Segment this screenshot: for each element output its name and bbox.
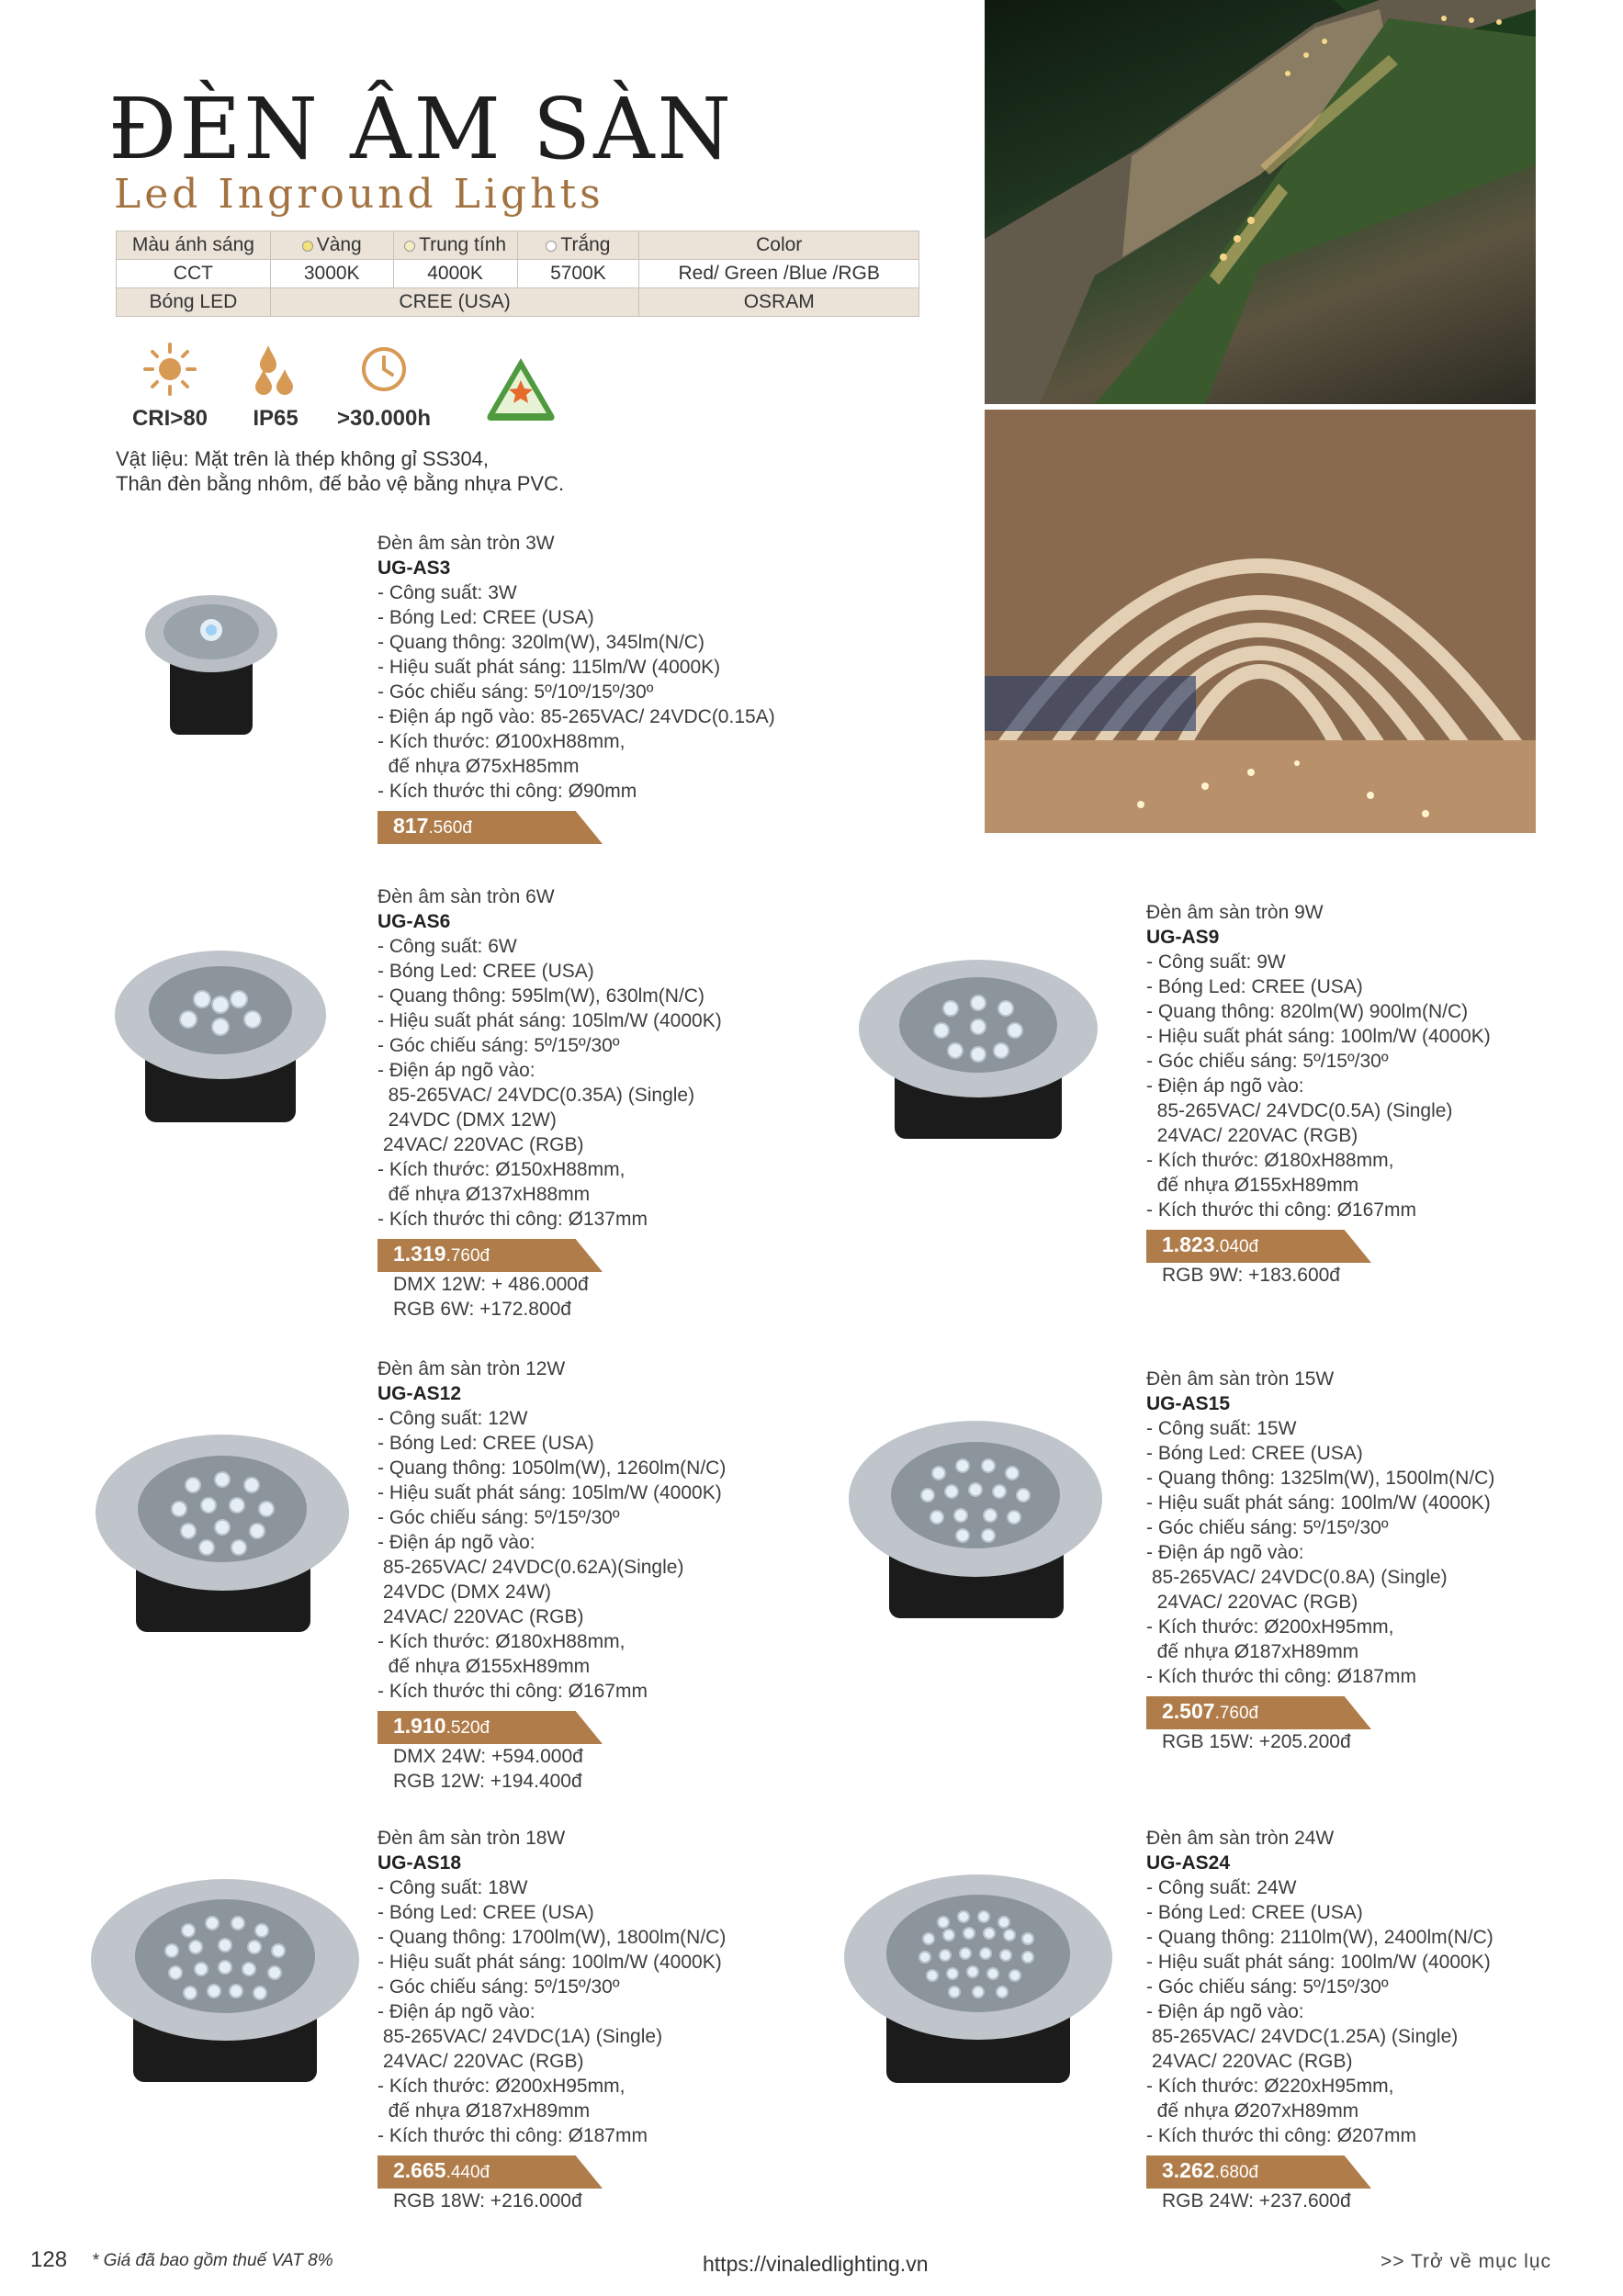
table-cell: Trung tính: [393, 231, 517, 260]
spec-line: 24VDC (DMX 12W): [378, 1109, 557, 1131]
spec-line: - Điện áp ngõ vào:: [1146, 1075, 1304, 1097]
product-ug-as24: [1146, 1826, 1493, 2213]
spec-line: - Kích thước thi công: Ø167mm: [1146, 1199, 1416, 1221]
table-row: [117, 260, 919, 288]
table-cell: Bóng LED: [117, 288, 271, 317]
product-name: Đèn âm sàn tròn 3W: [378, 533, 555, 554]
spec-line: - Quang thông: 595lm(W), 630lm(N/C): [378, 985, 704, 1007]
spec-line: - Công suất: 6W: [378, 936, 517, 957]
table-cell: OSRAM: [639, 288, 919, 317]
spec-line: - Điện áp ngõ vào:: [378, 2001, 535, 2022]
spec-line: 85-265VAC/ 24VDC(0.35A) (Single): [378, 1085, 695, 1106]
white-dot-icon: [546, 241, 557, 252]
price: 817.560đ: [393, 814, 472, 838]
spec-line: 24VAC/ 220VAC (RGB): [1146, 1125, 1358, 1146]
website-link[interactable]: https://vinaledlighting.vn: [703, 2252, 929, 2276]
page-title: ĐÈN ÂM SÀN: [108, 80, 735, 178]
lamp-image-ug-as9: [854, 955, 1102, 1148]
table-row: [117, 231, 919, 260]
back-to-contents-link[interactable]: >> Trở về mục lục: [1381, 2251, 1551, 2272]
spec-line: - Quang thông: 320lm(W), 345lm(N/C): [378, 632, 704, 653]
table-cell: Vàng: [270, 231, 393, 260]
neutral-dot-icon: [404, 241, 415, 252]
addon-price: RGB 9W: +183.600đ: [1162, 1265, 1340, 1286]
product-ug-as12: [378, 1356, 726, 1794]
product-ug-as6: [378, 884, 722, 1322]
feature-label: IP65: [253, 406, 299, 431]
spec-line: - Điện áp ngõ vào:: [378, 1532, 535, 1553]
spec-line: - Kích thước: Ø220xH95mm,: [1146, 2076, 1394, 2097]
price: 3.262.680đ: [1162, 2158, 1259, 2182]
spec-line: 85-265VAC/ 24VDC(0.8A) (Single): [1146, 1567, 1448, 1588]
spec-line: 24VAC/ 220VAC (RGB): [378, 1134, 584, 1155]
spec-line: - Công suất: 9W: [1146, 951, 1286, 973]
spec-line: - Hiệu suất phát sáng: 115lm/W (4000K): [378, 657, 721, 678]
spec-line: - Kích thước: Ø150xH88mm,: [378, 1159, 626, 1180]
product-code: UG-AS6: [378, 911, 451, 932]
page-number: 128: [30, 2247, 68, 2272]
table-cell: Color: [639, 231, 919, 260]
product-ug-as18: [378, 1826, 726, 2213]
addon-price: RGB 6W: +172.800đ: [393, 1299, 571, 1320]
spec-line: - Kích thước thi công: Ø187mm: [378, 2125, 648, 2146]
spec-line: - Kích thước thi công: Ø207mm: [1146, 2125, 1416, 2146]
vat-note: * Giá đã bao gồm thuế VAT 8%: [92, 2251, 333, 2270]
spec-line: - Kích thước thi công: Ø90mm: [378, 781, 637, 802]
addon-price: RGB 24W: +237.600đ: [1162, 2190, 1351, 2212]
light-spec-table: [116, 231, 919, 317]
product-ug-as9: [1146, 900, 1491, 1288]
spec-line: 24VAC/ 220VAC (RGB): [378, 2051, 584, 2072]
spec-line: 85-265VAC/ 24VDC(0.62A)(Single): [378, 1557, 684, 1578]
lamp-image-ug-as15: [845, 1414, 1107, 1626]
water-drops-icon: [248, 342, 303, 397]
outdoor-lighting-photo: [985, 0, 1536, 404]
spec-line: - Quang thông: 2110lm(W), 2400lm(N/C): [1146, 1927, 1493, 1948]
product-name: Đèn âm sàn tròn 15W: [1146, 1368, 1335, 1390]
spec-line: - Hiệu suất phát sáng: 100lm/W (4000K): [378, 1952, 722, 1973]
price: 2.507.760đ: [1162, 1699, 1259, 1723]
spec-line: 85-265VAC/ 24VDC(0.5A) (Single): [1146, 1100, 1453, 1121]
product-code: UG-AS24: [1146, 1852, 1231, 1874]
lamp-image-ug-as24: [840, 1869, 1116, 2089]
spec-line: đế nhựa Ø187xH89mm: [378, 2100, 591, 2122]
addon-price: RGB 12W: +194.400đ: [393, 1771, 582, 1792]
spec-line: - Bóng Led: CREE (USA): [378, 1433, 594, 1454]
spec-line: - Điện áp ngõ vào: 85-265VAC/ 24VDC(0.15A): [378, 706, 775, 727]
spec-line: - Hiệu suất phát sáng: 100lm/W (4000K): [1146, 1026, 1491, 1047]
spec-line: đế nhựa Ø137xH88mm: [378, 1184, 591, 1205]
product-code: UG-AS12: [378, 1383, 462, 1404]
spec-line: - Kích thước: Ø180xH88mm,: [378, 1631, 626, 1652]
spec-line: - Công suất: 18W: [378, 1877, 528, 1898]
spec-line: - Bóng Led: CREE (USA): [1146, 976, 1363, 997]
price: 1.910.520đ: [393, 1714, 490, 1738]
clock-icon: [356, 342, 411, 397]
spec-line: đế nhựa Ø155xH89mm: [1146, 1175, 1359, 1196]
price-tag: [1146, 1230, 1371, 1263]
table-row: [117, 288, 919, 317]
addon-price: DMX 12W: + 486.000đ: [393, 1274, 589, 1295]
table-cell: 5700K: [517, 260, 639, 288]
price-tag: [1146, 2155, 1371, 2189]
spec-line: - Hiệu suất phát sáng: 105lm/W (4000K): [378, 1010, 722, 1031]
spec-line: - Kích thước thi công: Ø187mm: [1146, 1666, 1416, 1687]
feature-label: CRI>80: [131, 406, 209, 431]
lamp-image-ug-as18: [87, 1874, 363, 2089]
price-tag: [378, 2155, 603, 2189]
feature-cri: [115, 342, 225, 432]
spec-line: - Bóng Led: CREE (USA): [378, 961, 594, 982]
spec-line: - Góc chiếu sáng: 5º/15º/30º: [378, 1507, 620, 1528]
spec-line: 24VAC/ 220VAC (RGB): [1146, 2051, 1353, 2072]
product-ug-as15: [1146, 1367, 1494, 1754]
spec-line: - Bóng Led: CREE (USA): [378, 607, 594, 628]
price-tag: [378, 1239, 603, 1272]
spec-line: - Bóng Led: CREE (USA): [378, 1902, 594, 1923]
price: 1.319.760đ: [393, 1242, 490, 1266]
spec-line: - Kích thước: Ø100xH88mm,: [378, 731, 626, 752]
spec-line: - Điện áp ngõ vào:: [378, 1060, 535, 1081]
spec-line: đế nhựa Ø155xH89mm: [378, 1656, 591, 1677]
price: 1.823.040đ: [1162, 1232, 1259, 1256]
spec-line: - Hiệu suất phát sáng: 105lm/W (4000K): [378, 1482, 722, 1503]
spec-line: 24VAC/ 220VAC (RGB): [378, 1606, 584, 1627]
spec-line: - Kích thước: Ø200xH95mm,: [1146, 1616, 1394, 1638]
price-tag: [378, 1711, 603, 1744]
spec-line: - Bóng Led: CREE (USA): [1146, 1902, 1363, 1923]
spec-line: - Góc chiếu sáng: 5º/15º/30º: [1146, 1517, 1389, 1538]
spec-line: - Công suất: 24W: [1146, 1877, 1297, 1898]
spec-line: - Hiệu suất phát sáng: 100lm/W (4000K): [1146, 1492, 1491, 1514]
product-code: UG-AS3: [378, 557, 451, 579]
product-code: UG-AS15: [1146, 1393, 1231, 1414]
spec-line: đế nhựa Ø187xH89mm: [1146, 1641, 1359, 1662]
product-ug-as3: [378, 531, 775, 844]
product-name: Đèn âm sàn tròn 6W: [378, 886, 555, 907]
spec-line: - Góc chiếu sáng: 5º/15º/30º: [378, 1035, 620, 1056]
lamp-image-ug-as6: [110, 946, 331, 1130]
eco-badge-icon: [484, 356, 558, 424]
product-code: UG-AS18: [378, 1852, 462, 1874]
addon-price: DMX 24W: +594.000đ: [393, 1746, 583, 1767]
spec-line: - Kích thước: Ø180xH88mm,: [1146, 1150, 1394, 1171]
spec-line: - Công suất: 3W: [378, 582, 517, 603]
addon-price: RGB 18W: +216.000đ: [393, 2190, 582, 2212]
product-name: Đèn âm sàn tròn 9W: [1146, 902, 1324, 923]
spec-line: - Điện áp ngõ vào:: [1146, 2001, 1304, 2022]
spec-line: - Điện áp ngõ vào:: [1146, 1542, 1304, 1563]
table-cell: Màu ánh sáng: [117, 231, 271, 260]
page-subtitle: Led Inground Lights: [114, 171, 604, 218]
table-cell: CCT: [117, 260, 271, 288]
spec-line: - Góc chiếu sáng: 5º/15º/30º: [1146, 1976, 1389, 1998]
table-cell: CREE (USA): [270, 288, 639, 317]
spec-line: - Bóng Led: CREE (USA): [1146, 1443, 1363, 1464]
table-cell: Red/ Green /Blue /RGB: [639, 260, 919, 288]
spec-line: - Công suất: 12W: [378, 1408, 528, 1429]
spec-line: - Kích thước thi công: Ø137mm: [378, 1209, 648, 1230]
spec-line: 24VAC/ 220VAC (RGB): [1146, 1592, 1358, 1613]
spec-line: - Hiệu suất phát sáng: 100lm/W (4000K): [1146, 1952, 1491, 1973]
product-name: Đèn âm sàn tròn 24W: [1146, 1828, 1335, 1849]
spec-line: - Công suất: 15W: [1146, 1418, 1297, 1439]
table-cell: Trắng: [517, 231, 639, 260]
spec-line: - Quang thông: 1325lm(W), 1500lm(N/C): [1146, 1468, 1495, 1489]
feature-ip: [220, 342, 331, 432]
sun-icon: [142, 342, 197, 397]
price: 2.665.440đ: [393, 2158, 490, 2182]
spec-line: - Quang thông: 1050lm(W), 1260lm(N/C): [378, 1458, 727, 1479]
spec-line: - Kích thước: Ø200xH95mm,: [378, 2076, 626, 2097]
spec-line: - Góc chiếu sáng: 5º/10º/15º/30º: [378, 681, 654, 703]
spec-line: đế nhựa Ø75xH85mm: [378, 756, 580, 777]
price-tag: [378, 811, 603, 844]
table-cell: 4000K: [393, 260, 517, 288]
lamp-image-ug-as3: [142, 588, 280, 744]
feature-lifetime: [329, 342, 439, 432]
material-note: Vật liệu: Mặt trên là thép không gỉ SS304, Thân đèn bằng nhôm, đế bảo vệ bằng nhựa PVC.: [116, 447, 565, 495]
feature-label: >30.000h: [336, 406, 432, 431]
table-cell: 3000K: [270, 260, 393, 288]
spec-line: đế nhựa Ø207xH89mm: [1146, 2100, 1359, 2122]
price-tag: [1146, 1696, 1371, 1729]
product-name: Đèn âm sàn tròn 18W: [378, 1828, 566, 1849]
spec-line: 24VDC (DMX 24W): [378, 1581, 552, 1603]
spec-line: - Góc chiếu sáng: 5º/15º/30º: [378, 1976, 620, 1998]
lamp-image-ug-as12: [92, 1428, 354, 1639]
product-code: UG-AS9: [1146, 927, 1220, 948]
spec-line: - Quang thông: 1700lm(W), 1800lm(N/C): [378, 1927, 727, 1948]
indoor-arch-photo: [985, 410, 1536, 833]
product-name: Đèn âm sàn tròn 12W: [378, 1358, 566, 1379]
spec-line: - Góc chiếu sáng: 5º/15º/30º: [1146, 1051, 1389, 1072]
spec-line: - Quang thông: 820lm(W) 900lm(N/C): [1146, 1001, 1469, 1022]
spec-line: 85-265VAC/ 24VDC(1A) (Single): [378, 2026, 663, 2047]
spec-line: - Kích thước thi công: Ø167mm: [378, 1681, 648, 1702]
addon-price: RGB 15W: +205.200đ: [1162, 1731, 1351, 1752]
warm-dot-icon: [302, 241, 313, 252]
spec-line: 85-265VAC/ 24VDC(1.25A) (Single): [1146, 2026, 1459, 2047]
